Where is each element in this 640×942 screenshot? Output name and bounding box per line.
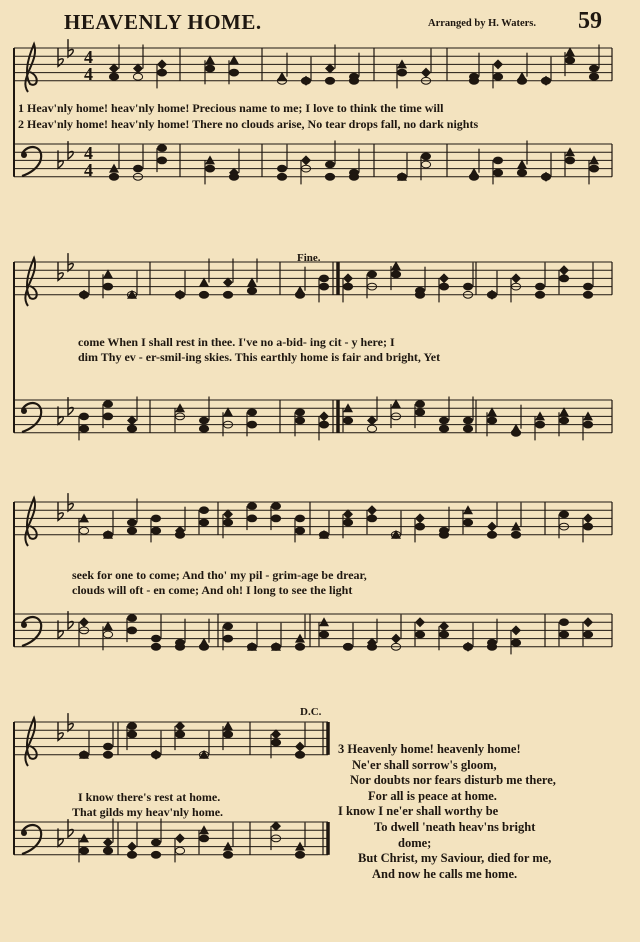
- flat-sign-icon: [58, 502, 63, 520]
- lyric-line-verse1: I know there's rest at home.: [78, 790, 221, 804]
- treble-clef-icon: [25, 44, 36, 92]
- verse-3-line: Ne'er shall sorrow's gloom,: [352, 757, 497, 772]
- verse-3-line: For all is peace at home.: [368, 788, 497, 803]
- lyric-line-verse2: dim Thy ev - er-smil-ing skies. This earthly home is fair and bright, Yet: [78, 350, 441, 364]
- bass-notes: [79, 614, 593, 654]
- flat-sign-icon: [58, 722, 63, 740]
- lyric-line-verse2: 2 Heav'nly home! heav'nly home! There no clouds arise, No tear drops fall, no dark nights: [18, 117, 479, 131]
- arranger-credit: Arranged by H. Waters.: [428, 18, 537, 29]
- bass-clef-icon: [22, 825, 41, 854]
- treble-notes: [109, 45, 599, 89]
- verse-3-line: 3 Heavenly home! heavenly home!: [338, 742, 521, 756]
- treble-staff: [14, 713, 328, 766]
- flat-sign-icon: [58, 620, 63, 638]
- bass-notes: [79, 397, 593, 441]
- bass-staff: [14, 611, 612, 647]
- lyric-line-verse1: 1 Heav'nly home! heav'nly home! Precious name to me; I love to think the time will: [18, 101, 444, 115]
- treble-notes: [79, 259, 593, 303]
- verse-3-line: I know I ne'er shall worthy be: [338, 804, 499, 819]
- page-number: 59: [578, 8, 602, 34]
- svg-text:4: 4: [84, 143, 93, 163]
- bass-clef-icon: [22, 617, 41, 646]
- flat-sign-icon: [58, 48, 63, 66]
- verse-3-line: Nor doubts nor fears disturb me there,: [350, 773, 556, 788]
- treble-clef-icon: [25, 258, 36, 306]
- fine-marker: Fine.: [297, 252, 321, 264]
- lyric-line-verse2: clouds will oft - en come; And oh! I long to see the light: [72, 583, 353, 597]
- svg-text:4: 4: [84, 47, 93, 67]
- bass-clef-icon: [22, 403, 41, 432]
- bass-notes: [109, 141, 599, 185]
- verse-3-line: To dwell 'neath heav'ns bright: [374, 819, 536, 834]
- treble-clef-icon: [25, 498, 36, 546]
- lyric-line-verse1: come When I shall rest in thee. I've no a-bid- ing cit - y here; I: [78, 335, 395, 349]
- hymn-title: HEAVENLY HOME.: [64, 10, 262, 34]
- flat-sign-icon: [58, 150, 63, 168]
- flat-sign-icon: [58, 262, 63, 280]
- page-header: [0, 6, 640, 38]
- bass-clef-icon: [22, 147, 41, 176]
- treble-clef-icon: [25, 718, 36, 766]
- lyric-line-verse1: seek for one to come; And tho' my pil - grim-age be drear,: [72, 568, 367, 582]
- svg-text:4: 4: [84, 64, 93, 84]
- verse-3-line: But Christ, my Saviour, died for me,: [358, 851, 552, 866]
- flat-sign-icon: [58, 406, 63, 424]
- verse-3-line: And now he calls me home.: [372, 866, 518, 881]
- bass-staff: [14, 819, 328, 855]
- treble-notes: [79, 721, 305, 760]
- treble-notes: [79, 499, 593, 543]
- bass-notes: [79, 819, 305, 863]
- flat-sign-icon: [58, 828, 63, 846]
- verse-3-line: dome;: [398, 835, 432, 850]
- svg-text:4: 4: [84, 160, 93, 180]
- lyric-line-verse2: That gilds my heav'nly home.: [72, 805, 224, 819]
- verse-3-text: [338, 742, 628, 882]
- dc-marker: D.C.: [300, 706, 322, 718]
